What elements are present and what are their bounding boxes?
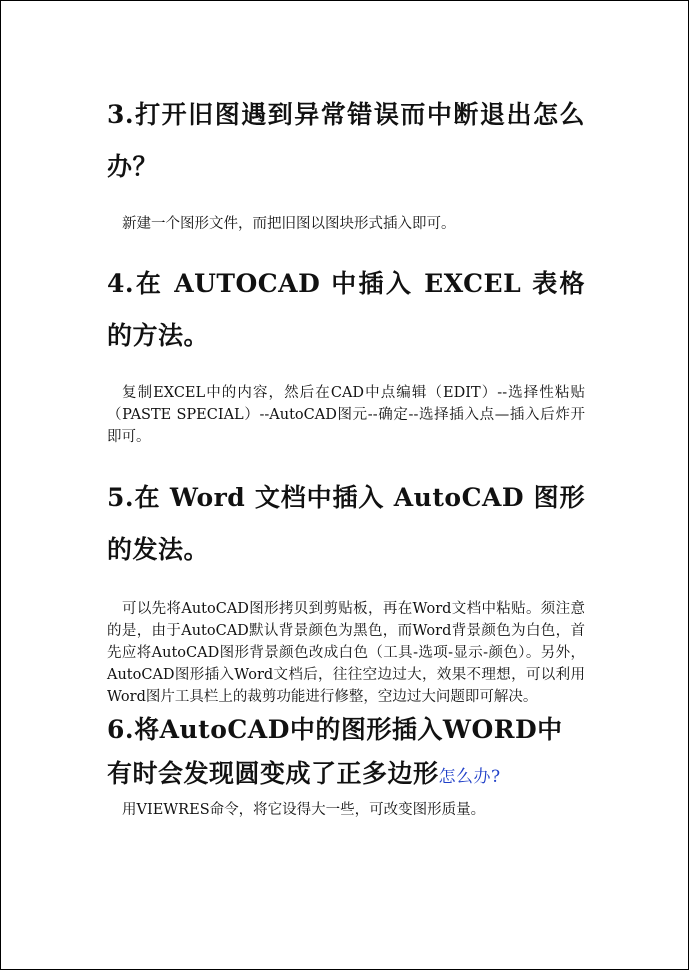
section-3-body: 新建一个图形文件，而把旧图以图块形式插入即可。 [122,216,456,232]
section-4-heading: 4.在 AUTOCAD 中插入 EXCEL 表格的方法。 [107,269,585,350]
section-3-heading: 3.打开旧图遇到异常错误而中断退出怎么办？ [107,100,585,181]
section-6-heading-suffix: 怎么办? [438,767,501,787]
page-content [107,89,585,821]
section-5-body: 可以先将AutoCAD图形拷贝到剪贴板，再在Word文档中粘贴。须注意的是，由于AutoCAD默认背景颜色为黑色，而Word背景颜色为白色，首先应将AutoCAD图形背景颜色改成白色（工具-选项-显示-颜色）。另外，AutoCAD图形插入Word文档后，往往空边过大，效果不理想，可以利用Word图片工具栏上的裁剪功能进行修整，空边过大问题即可解决。 [107,601,585,705]
section-6-heading [107,708,585,799]
section-6-body: 用VIEWRES命令，将它设得大一些，可改变图形质量。 [122,802,486,818]
section-6-heading-text: 6.将AutoCAD中的图形插入WORD中有时会发现圆变成了正多边形 [107,715,563,788]
section-5-heading: 5.在 Word 文档中插入 AutoCAD 图形的发法。 [107,483,585,564]
section-4-body: 复制EXCEL中的内容，然后在CAD中点编辑（EDIT）--选择性粘贴（PASTE SPECIAL）--AutoCAD图元--确定--选择插入点—插入后炸开即可。 [107,385,585,445]
